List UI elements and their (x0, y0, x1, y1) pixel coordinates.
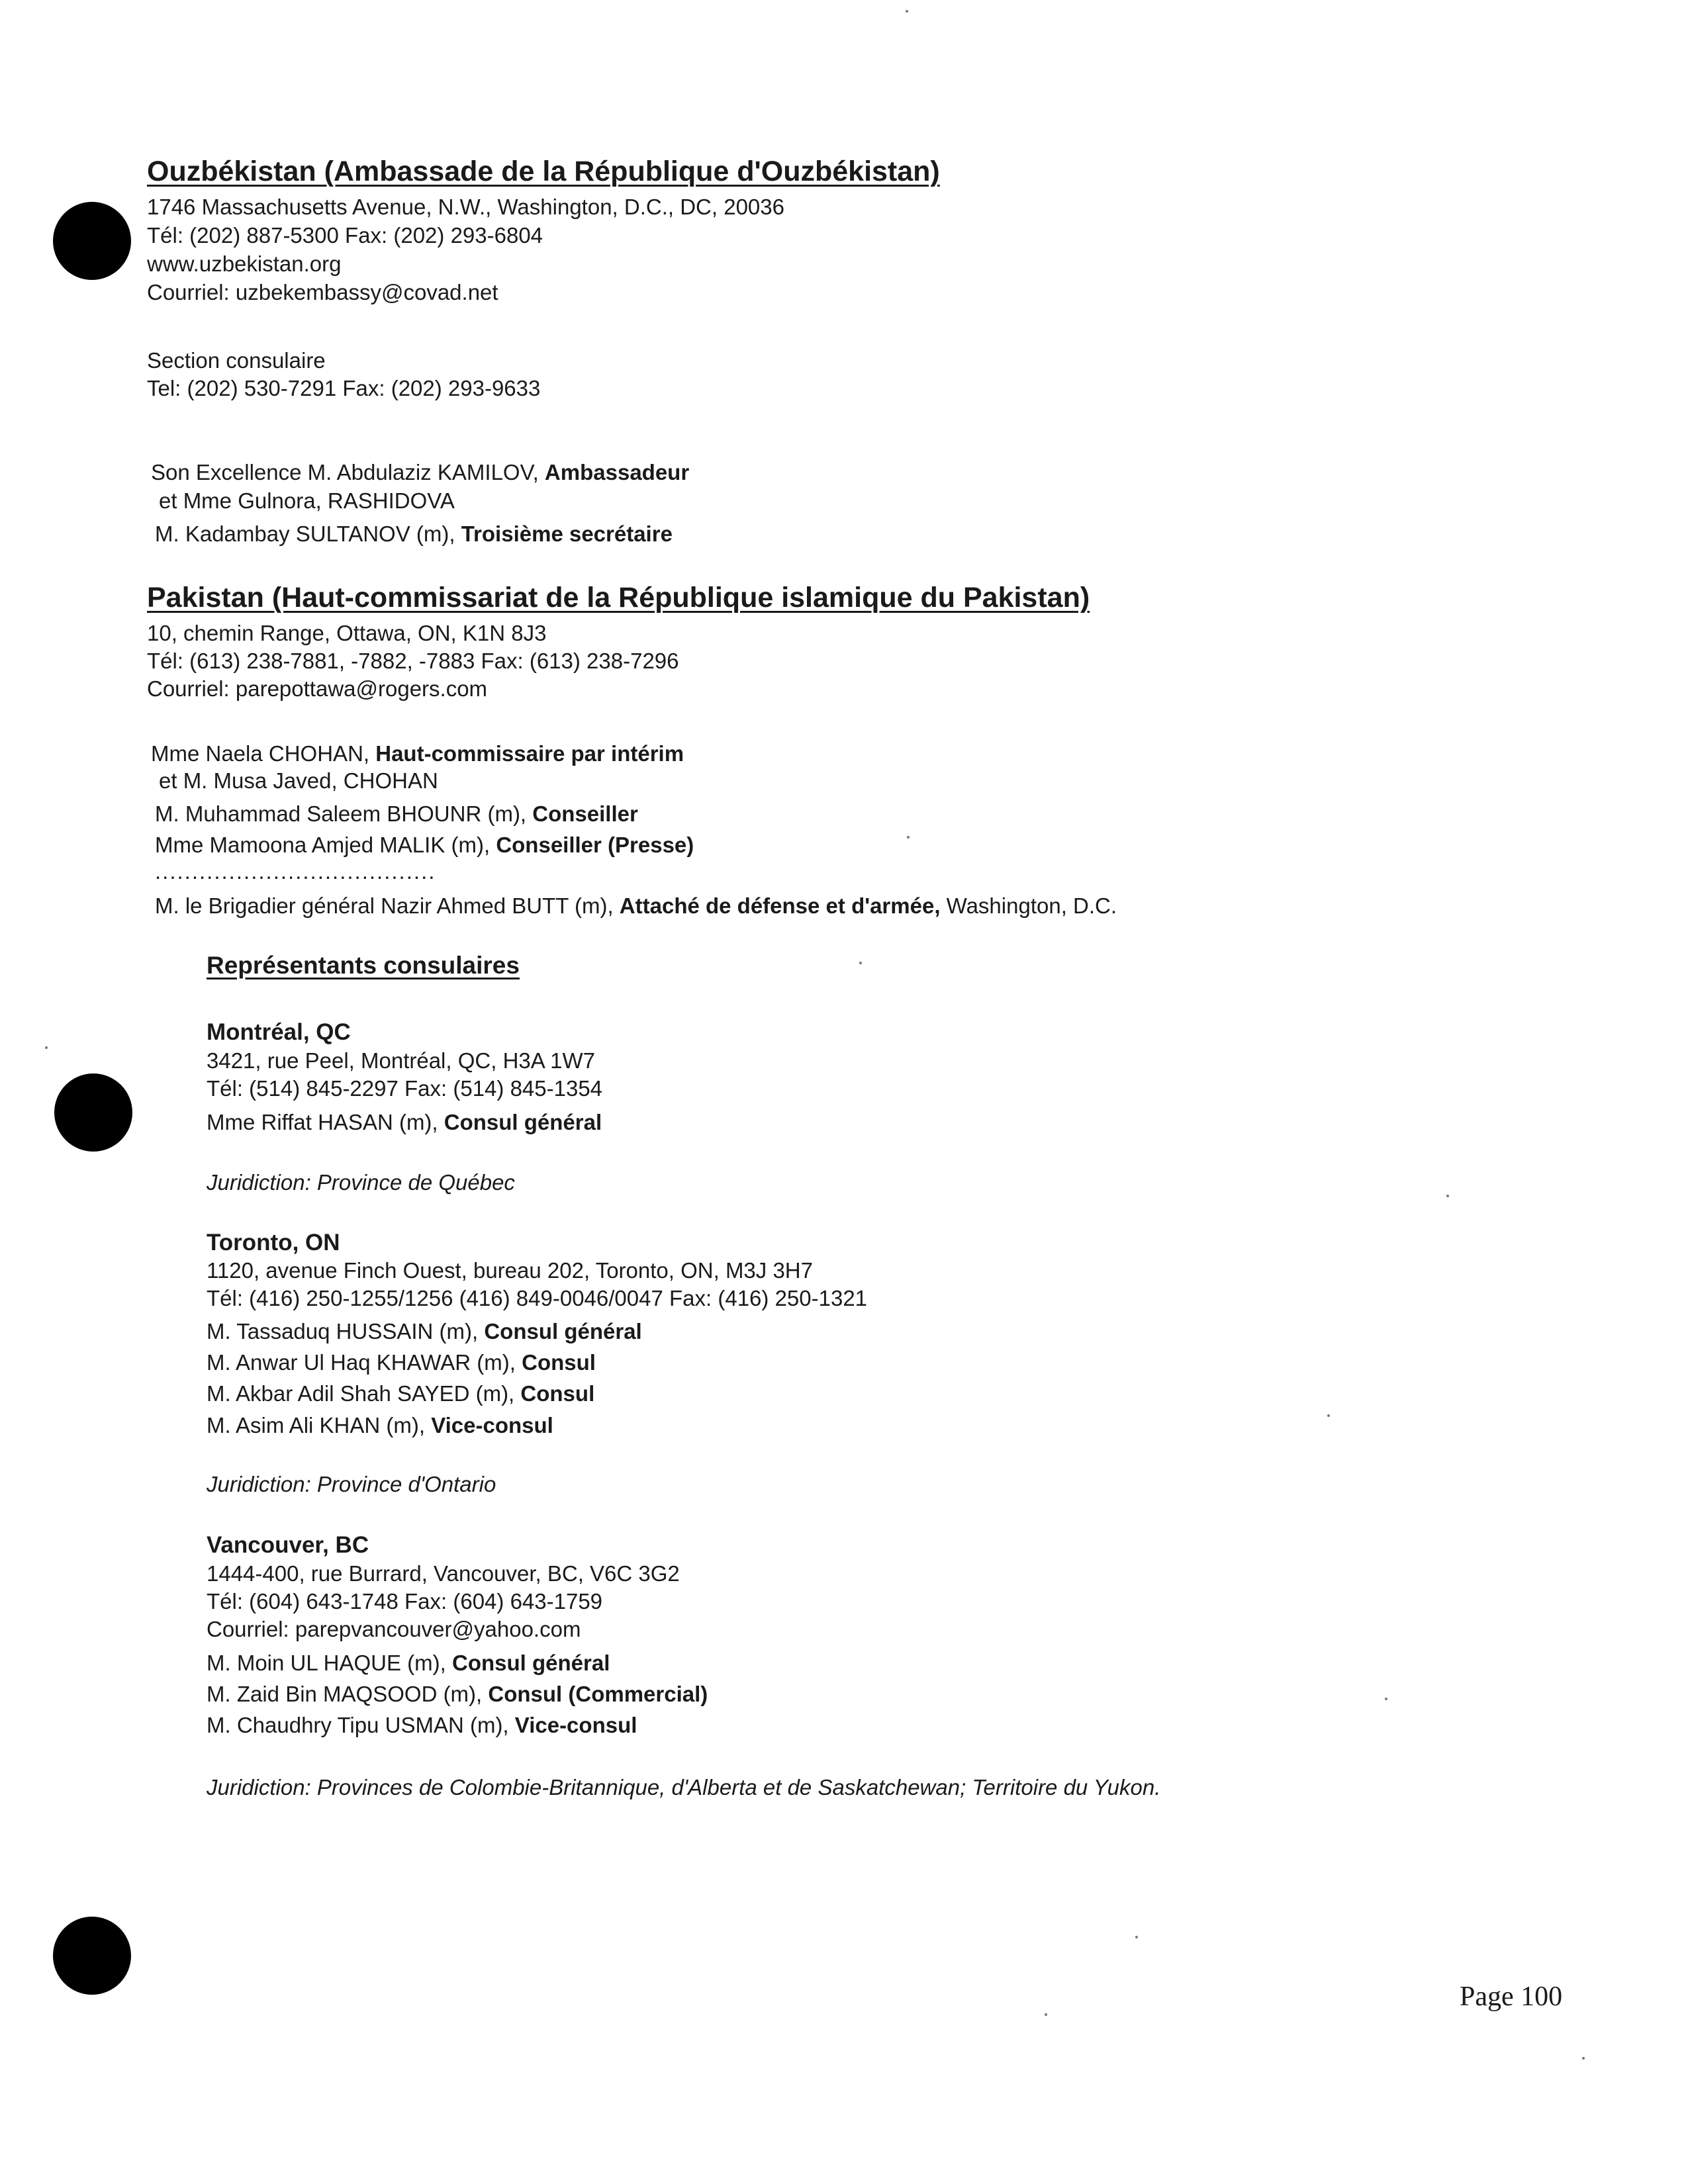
staff-name: M. Anwar Ul Haq KHAWAR (m), (207, 1350, 516, 1375)
staff-line (155, 895, 1117, 917)
staff-title: Ambassadeur (544, 460, 690, 484)
staff-line (159, 770, 438, 792)
staff-name: M. Kadambay SULTANOV (m), (155, 522, 455, 546)
staff-title: Conseiller (Presse) (496, 833, 694, 857)
office-phone: Tél: (604) 643-1748 Fax: (604) 643-1759 (207, 1589, 603, 1614)
consular-representatives-heading: Représentants consulaires (207, 952, 520, 979)
office-jurisdiction: Juridiction: Province d'Ontario (207, 1472, 496, 1496)
scan-speck (1045, 2013, 1047, 2016)
office-jurisdiction: Juridiction: Province de Québec (207, 1170, 515, 1195)
pakistan-address: 10, chemin Range, Ottawa, ON, K1N 8J3 (147, 621, 547, 645)
office-phone: Tél: (416) 250-1255/1256 (416) 849-0046/0047 Fax: (416) 250-1321 (207, 1286, 868, 1310)
office-city: Toronto, ON (207, 1230, 340, 1255)
staff-title: Vice-consul (431, 1413, 553, 1437)
staff-name: M. Asim Ali KHAN (m), (207, 1413, 426, 1437)
scan-speck (906, 10, 908, 13)
staff-title: Troisième secrétaire (461, 522, 673, 546)
pakistan-phone: Tél: (613) 238-7881, -7882, -7883 Fax: (613) 238-7296 (147, 649, 679, 673)
uzbekistan-email: Courriel: uzbekembassy@covad.net (147, 280, 498, 304)
staff-name: Mme Naela CHOHAN, (151, 741, 370, 766)
office-phone: Tél: (514) 845-2297 Fax: (514) 845-1354 (207, 1076, 603, 1101)
staff-title: Haut-commissaire par intérim (375, 741, 684, 766)
staff-name: M. Moin UL HAQUE (m), (207, 1651, 446, 1675)
uzbekistan-address: 1746 Massachusetts Avenue, N.W., Washington, D.C., DC, 20036 (147, 195, 784, 219)
office-address: 1444-400, rue Burrard, Vancouver, BC, V6C 3G2 (207, 1561, 680, 1586)
staff-line (151, 461, 689, 483)
staff-line (207, 1714, 637, 1736)
staff-name: M. Tassaduq HUSSAIN (m), (207, 1319, 479, 1343)
scan-speck (1385, 1698, 1387, 1700)
staff-line (207, 1111, 602, 1133)
staff-title: Consul général (451, 1651, 610, 1675)
section-heading-uzbekistan: Ouzbékistan (Ambassade de la République d'Ouzbékistan) (147, 156, 940, 187)
page-number: Page 100 (1460, 1981, 1563, 2012)
staff-title: Vice-consul (514, 1713, 637, 1737)
office-address: 3421, rue Peel, Montréal, QC, H3A 1W7 (207, 1048, 595, 1073)
office-jurisdiction: Juridiction: Provinces de Colombie-Britannique, d'Alberta et de Saskatchewan; Territoire du Yukon. (207, 1775, 1161, 1799)
section-heading-pakistan: Pakistan (Haut-commissariat de la République islamique du Pakistan) (147, 582, 1090, 614)
scan-speck (1446, 1195, 1449, 1197)
staff-line (207, 1383, 594, 1404)
staff-name: Mme Riffat HASAN (m), (207, 1110, 438, 1134)
staff-title: Consul (520, 1381, 595, 1406)
staff-title: Consul (522, 1350, 596, 1375)
staff-line (207, 1652, 610, 1674)
office-city: Montréal, QC (207, 1019, 351, 1045)
staff-name: Mme Mamoona Amjed MALIK (m), (155, 833, 491, 857)
uzbekistan-website: www.uzbekistan.org (147, 251, 342, 276)
staff-title: Consul (Commercial) (488, 1682, 708, 1706)
staff-name: et Mme Gulnora, RASHIDOVA (159, 488, 455, 513)
staff-title: Consul général (484, 1319, 642, 1343)
office-email: Courriel: parepvancouver@yahoo.com (207, 1617, 581, 1641)
scan-speck (1135, 1936, 1138, 1938)
uzbekistan-consular-phone: Tel: (202) 530-7291 Fax: (202) 293-9633 (147, 376, 541, 400)
staff-line (207, 1351, 596, 1373)
scan-speck (1582, 2057, 1585, 2060)
office-address: 1120, avenue Finch Ouest, bureau 202, Toronto, ON, M3J 3H7 (207, 1258, 813, 1283)
punch-hole-bottom (53, 1917, 131, 1995)
staff-line (207, 1320, 642, 1342)
punch-hole-middle (54, 1073, 132, 1152)
staff-name: M. le Brigadier général Nazir Ahmed BUTT (m), (155, 893, 614, 918)
uzbekistan-consular-title: Section consulaire (147, 348, 326, 373)
staff-name: M. Chaudhry Tipu USMAN (m), (207, 1713, 509, 1737)
staff-line (159, 490, 455, 512)
office-city: Vancouver, BC (207, 1532, 369, 1558)
punch-hole-top (53, 202, 131, 280)
staff-name: Son Excellence M. Abdulaziz KAMILOV, (151, 460, 539, 484)
scan-speck (907, 836, 910, 839)
staff-title: Conseiller (532, 801, 638, 826)
staff-line (155, 834, 694, 856)
staff-name: et M. Musa Javed, CHOHAN (159, 768, 438, 793)
staff-line (155, 803, 638, 825)
scan-speck (1327, 1414, 1330, 1417)
pakistan-email: Courriel: parepottawa@rogers.com (147, 676, 488, 701)
separator-dots: ...................................... (155, 859, 436, 884)
staff-line (207, 1414, 553, 1436)
scan-speck (45, 1046, 48, 1049)
staff-title: Attaché de défense et d'armée, (619, 893, 941, 918)
scan-speck (859, 962, 862, 964)
staff-title: Consul général (444, 1110, 602, 1134)
staff-location: Washington, D.C. (946, 893, 1117, 918)
staff-name: M. Muhammad Saleem BHOUNR (m), (155, 801, 527, 826)
staff-line (155, 523, 673, 545)
staff-name: M. Akbar Adil Shah SAYED (m), (207, 1381, 515, 1406)
staff-line (207, 1683, 708, 1705)
staff-name: M. Zaid Bin MAQSOOD (m), (207, 1682, 483, 1706)
staff-line (151, 743, 684, 764)
uzbekistan-phone: Tél: (202) 887-5300 Fax: (202) 293-6804 (147, 223, 543, 248)
